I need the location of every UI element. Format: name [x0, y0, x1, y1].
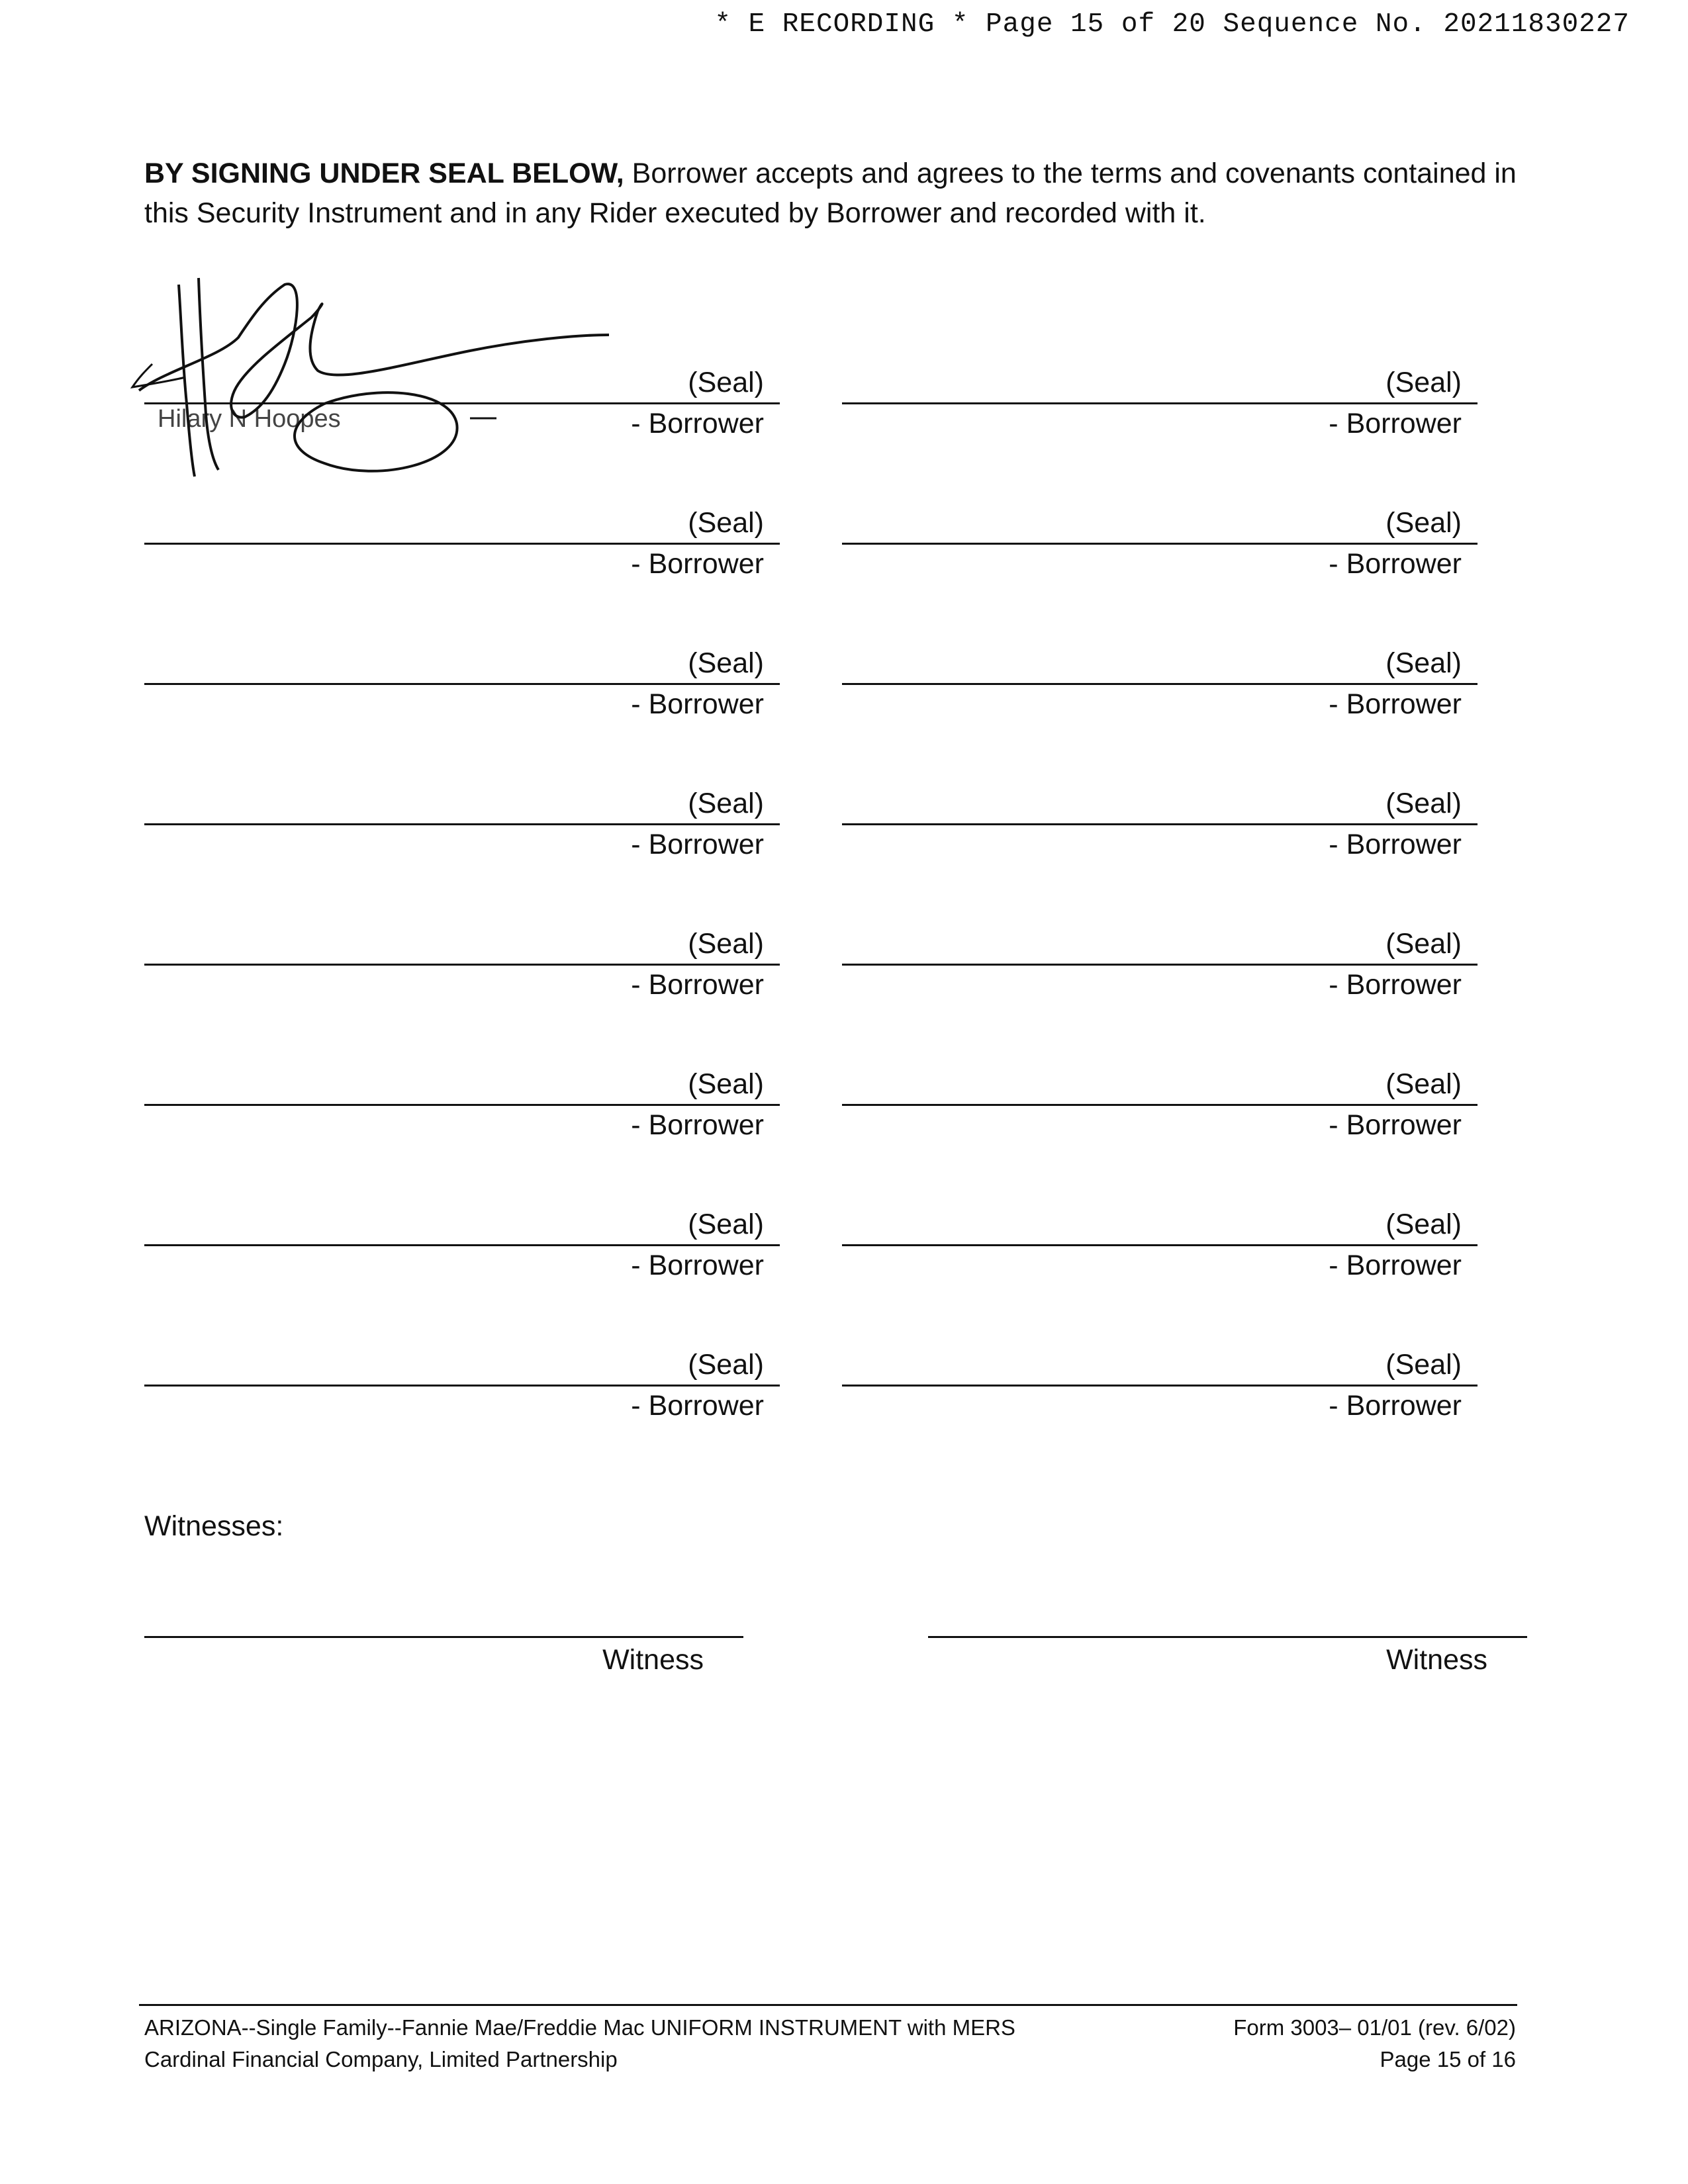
signature-line — [144, 1244, 780, 1246]
signature-line — [144, 402, 780, 404]
seal-label: (Seal) — [1385, 1068, 1462, 1100]
signature-line — [144, 1385, 780, 1387]
seal-label: (Seal) — [1385, 1208, 1462, 1240]
borrower-label: - Borrower — [631, 408, 764, 439]
signature-line — [842, 1244, 1477, 1246]
witness-signature-block — [928, 1636, 1527, 1709]
borrower-label: - Borrower — [1329, 688, 1462, 720]
witness-label: Witness — [1386, 1644, 1487, 1676]
witness-signature-line — [928, 1636, 1527, 1638]
footer-form-info — [1233, 2012, 1516, 2075]
borrower-label: - Borrower — [631, 1109, 764, 1141]
seal-label: (Seal) — [1385, 367, 1462, 398]
witness-label: Witness — [602, 1644, 704, 1676]
borrower-signature-block — [842, 506, 1477, 598]
signature-line — [144, 823, 780, 825]
witness-signature-block — [144, 1636, 743, 1709]
borrower-label: - Borrower — [631, 688, 764, 720]
witness-signature-line — [144, 1636, 743, 1638]
borrower-label: - Borrower — [1329, 1390, 1462, 1422]
signature-line — [842, 1104, 1477, 1106]
borrower-label: - Borrower — [631, 969, 764, 1001]
seal-label: (Seal) — [688, 788, 764, 819]
signature-line — [842, 964, 1477, 966]
footer-lender-name: Cardinal Financial Company, Limited Partnership — [144, 2047, 618, 2071]
borrower-label: - Borrower — [631, 548, 764, 580]
seal-label: (Seal) — [688, 1208, 764, 1240]
borrower-label: - Borrower — [1329, 408, 1462, 439]
signature-line — [144, 543, 780, 545]
seal-label: (Seal) — [1385, 1349, 1462, 1381]
signature-line — [144, 1104, 780, 1106]
borrower-signature-block — [144, 646, 780, 739]
borrower-signature-block — [842, 1067, 1477, 1160]
seal-label: (Seal) — [1385, 507, 1462, 539]
borrower-label: - Borrower — [1329, 548, 1462, 580]
borrower-label: - Borrower — [631, 1390, 764, 1422]
seal-label: (Seal) — [688, 647, 764, 679]
signature-line — [144, 964, 780, 966]
borrower-label: - Borrower — [1329, 969, 1462, 1001]
signature-line — [842, 823, 1477, 825]
seal-label: (Seal) — [688, 928, 764, 960]
borrower-signature-block — [144, 1207, 780, 1300]
borrower-signature-block — [144, 1067, 780, 1160]
borrower-signature-block — [144, 506, 780, 598]
footer-form-description — [144, 2012, 1015, 2075]
seal-label: (Seal) — [1385, 928, 1462, 960]
signature-line — [842, 402, 1477, 404]
borrower-signature-block — [842, 365, 1477, 458]
signature-line — [842, 1385, 1477, 1387]
signing-statement — [144, 154, 1568, 233]
seal-label: (Seal) — [688, 1068, 764, 1100]
seal-label: (Seal) — [688, 367, 764, 398]
seal-label: (Seal) — [1385, 788, 1462, 819]
borrower-signature-block — [144, 786, 780, 879]
borrower-signature-block — [144, 365, 780, 458]
borrower-label: - Borrower — [1329, 1109, 1462, 1141]
borrower-label: - Borrower — [631, 829, 764, 860]
signature-line — [842, 543, 1477, 545]
borrower-label: - Borrower — [631, 1250, 764, 1281]
footer-instrument-title: ARIZONA--Single Family--Fannie Mae/Freddie Mac UNIFORM INSTRUMENT with MERS — [144, 2015, 1015, 2040]
seal-label: (Seal) — [688, 507, 764, 539]
footer-form-number: Form 3003– 01/01 (rev. 6/02) — [1233, 2015, 1516, 2040]
signing-statement-heading: BY SIGNING UNDER SEAL BELOW, — [144, 158, 624, 189]
borrower-signature-block — [842, 1207, 1477, 1300]
signature-line — [842, 683, 1477, 685]
borrower-signature-block — [842, 1347, 1477, 1440]
witnesses-heading: Witnesses: — [144, 1510, 284, 1542]
borrower-signature-block — [842, 646, 1477, 739]
borrower-signature-block — [842, 927, 1477, 1019]
borrower-label: - Borrower — [1329, 829, 1462, 860]
seal-label: (Seal) — [1385, 647, 1462, 679]
signature-line — [144, 683, 780, 685]
footer-divider — [139, 2004, 1517, 2006]
borrower-signature-block — [842, 786, 1477, 879]
borrower-signature-block — [144, 1347, 780, 1440]
footer-page-number: Page 15 of 16 — [1380, 2047, 1516, 2071]
borrower-signature-block — [144, 927, 780, 1019]
borrower-label: - Borrower — [1329, 1250, 1462, 1281]
signing-statement-text: Borrower accepts and agrees to the terms and covenants contained in this Security Instrument and in any Rider executed by Borrower and recorded with it. — [144, 158, 1517, 229]
seal-label: (Seal) — [688, 1349, 764, 1381]
recording-stamp: * E RECORDING * Page 15 of 20 Sequence No. 20211830227 — [714, 9, 1630, 40]
borrower-printed-name: Hilary N Hoopes — [158, 405, 341, 433]
